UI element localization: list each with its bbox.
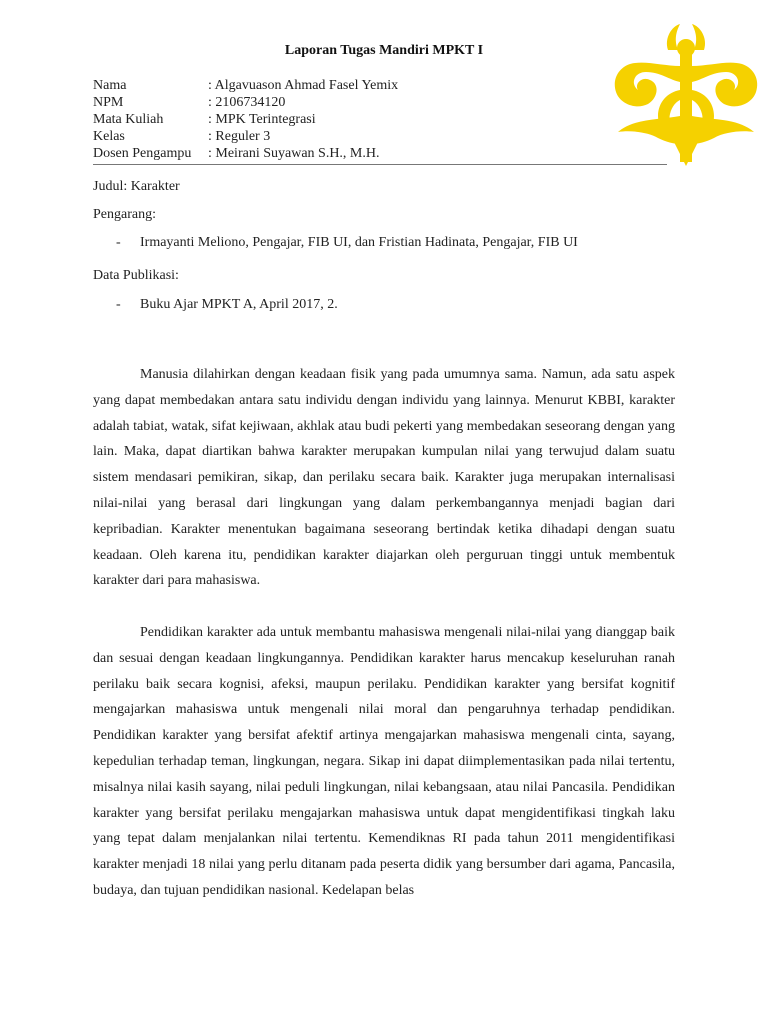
info-label: Dosen Pengampu [93,146,192,161]
info-value: : 2106734120 [208,95,286,110]
publikasi-item: Buku Ajar MPKT A, April 2017, 2. [140,297,338,312]
info-row-kelas [93,128,398,145]
pengarang-label: Pengarang: [93,207,156,222]
pengarang-item: Irmayanti Meliono, Pengajar, FIB UI, dan Fristian Hadinata, Pengajar, FIB UI [140,235,578,250]
student-info [93,77,398,162]
info-label: Kelas [93,129,125,144]
info-value: : Algavuason Ahmad Fasel Yemix [208,78,399,93]
info-row-npm [93,94,398,111]
info-row-dosen [93,145,398,162]
body-paragraph-1: Manusia dilahirkan dengan keadaan fisik yang pada umumnya sama. Namun, ada satu aspek yang dapat membedakan antara satu individu dengan individu yang lainnya. Menurut KBBI, karakter adalah tabiat, watak, sifat kejiwaan, akhlak atau budi pekerti yang membedakan seseorang dengan yang lain. Maka, dapat diartikan bahwa karakter merupakan kumpulan nilai yang terwujud dalam suatu sistem mendasari pemikiran, sikap, dan perilaku secara baik. Karakter juga merupakan internalisasi nilai-nilai yang berasal dari lingkungan yang dalam perkembangannya menjadi bagian dari kepribadian. Karakter menentukan bagaimana seseorang bertindak ketika dihadapi dengan suatu keadaan. Oleh karena itu, pendidikan karakter diajarkan oleh perguruan tinggi untuk membentuk karakter dari para mahasiswa. [93,367,675,589]
info-row-nama [93,77,398,94]
info-label: Nama [93,78,127,93]
info-label: Mata Kuliah [93,112,164,127]
info-value: : MPK Terintegrasi [208,112,316,127]
info-row-mata-kuliah [93,111,398,128]
bullet-dash: - [116,297,121,312]
info-value: : Reguler 3 [208,129,271,144]
publikasi-label: Data Publikasi: [93,268,179,283]
info-value: : Meirani Suyawan S.H., M.H. [208,146,380,161]
header-divider [93,164,667,165]
judul-line: Judul: Karakter [93,179,180,194]
bullet-dash: - [116,235,121,250]
info-label: NPM [93,95,124,110]
document-title: Laporan Tugas Mandiri MPKT I [284,43,484,58]
body-paragraph-2: Pendidikan karakter ada untuk membantu mahasiswa mengenali nilai-nilai yang dianggap baik dan sesuai dengan keadaan lingkungannya. Pendidikan karakter harus mencakup keseluruhan ranah perilaku baik secara kognisi, afeksi, maupun perilaku. Pendidikan karakter yang bersifat kognitif mengajarkan mahasiswa untuk mengenali nilai moral dan pengaruhnya terhadap pendidikan. Pendidikan karakter yang bersifat afektif artinya mengajarkan mahasiswa mengenali cinta, sayang, kepedulian terhadap teman, lingkungan, negara. Sikap ini dapat diimplementasikan pada nilai tertentu, misalnya nilai kasih sayang, nilai peduli lingkungan, nilai kebangsaan, atau nilai Pancasila. Pendidikan karakter yang bersifat perilaku mengajarkan mahasiswa untuk dapat mengidentifikasi tingkah laku yang tepat dalam menjalankan nilai tertentu. Kemendiknas RI pada tahun 2011 mengidentifikasi karakter menjadi 18 nilai yang perlu ditanam pada peserta didik yang bersumber dari agama, Pancasila, budaya, dan tujuan pendidikan nasional. Kedelapan belas [93,625,675,898]
